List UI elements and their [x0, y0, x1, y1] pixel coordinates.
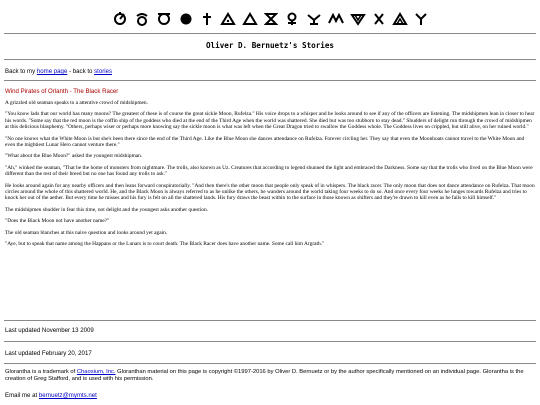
story-paragraph: "Does the Black Moon not have another name?" — [5, 218, 110, 225]
story-title: Wind Pirates of Orlanth - The Black Racer — [5, 88, 119, 95]
last-updated-page: Last updated February 20, 2017 — [5, 350, 92, 357]
email-link[interactable]: bernuetz@mymts.net — [38, 392, 97, 399]
breadcrumb — [5, 68, 112, 75]
story-paragraph: The midshipmen shudder in fear this time, not delight and the youngest asks another question. — [5, 206, 209, 213]
credits-text — [5, 369, 535, 383]
earth-rune-icon — [220, 12, 236, 26]
email-prefix: Email me at — [5, 392, 39, 399]
story-body — [5, 100, 535, 253]
storm-rune-icon — [328, 12, 344, 26]
water-rune-icon — [392, 12, 408, 26]
story-paragraph: "What about the Blue Moon?" asked the youngest midshipman. — [5, 153, 143, 160]
harmony-rune-icon — [156, 12, 172, 26]
spirit-rune-icon — [414, 12, 428, 26]
beast-rune-icon — [284, 12, 300, 26]
home-page-link[interactable]: home page — [36, 68, 68, 75]
credits-divider — [4, 363, 536, 364]
story-paragraph: A grizzled old seaman speaks to a attentive crowd of midshipmen. — [5, 100, 148, 106]
story-paragraph: "Ah," winked the seaman, "That be the home of monsters from nightmare. The trolls, also known as Uz. Creatures that according to legend shunned the light and embraced the Darkness. Some say that the trolls who lived on the Blue Moon were different than the rest of their breed but no one has found any trolls to ask." — [5, 164, 533, 178]
movement-rune-icon — [134, 12, 150, 26]
fertility-rune-icon — [306, 12, 322, 26]
update-divider — [4, 341, 536, 342]
chaosium-link[interactable]: Chaosium, Inc. — [76, 369, 116, 375]
story-paragraph: The old seaman blanches at this naive question and looks around yet again. — [5, 229, 168, 236]
nav-middle: - back to — [67, 68, 95, 75]
story-paragraph: "You know lads that our world has many moons? The greatest of these is of course the great sickle Moon, Rufelza." His voice drops to a whisper and he looks around to see if any of the officers are listening. The midshipmen lean in closer to hear his words. "Some say that the red moon is the coffin ship of the goddess who died at the end of the Third Age when the world was shattered. She died but was too stubborn to stay dead." Shudders of delight run through the crowd of midshipmen at this delicious blasphemy. "Others, perhaps wiser or perhaps more knowing say the sickle moon is what was left when the Great Dragon tried to swallow the Goddess whole. The Goddess lives on crippled, but still alive, on her ruined world." — [5, 111, 535, 131]
darkness-rune-icon — [178, 12, 194, 26]
air-rune-icon — [350, 12, 366, 26]
man-rune-icon — [264, 12, 278, 26]
fire-rune-icon — [242, 12, 258, 26]
credits-part1: Glorantha is a trademark of — [5, 369, 77, 375]
story-paragraph: "Aye, but to speak that name among the Happans or the Lunars is to court death. The Black Racer does have another name. Some call him Argrath." — [5, 241, 325, 248]
illusion-rune-icon — [372, 12, 386, 26]
nav-prefix: Back to my — [5, 68, 37, 75]
nav-divider — [4, 80, 536, 81]
top-divider — [4, 33, 536, 34]
death-rune-icon — [200, 12, 214, 26]
email-line — [5, 392, 97, 399]
title-divider — [4, 59, 536, 60]
story-paragraph: He looks around again for any nearby officers and then leans forward conspiratorially. "And then there's the other moon that people only speak of in whispers. The black racer. The only moon that does not dance attendance on Rufelza. That moon circles around the whole of this shattered world. He, and the Black Moon is always referred to as he unlike the others, he wanders around the world taking four weeks to do so. And once every four weeks he lunges towards Rufelza and tries to knock her out of the aether. But every time he misses and his fury is felt on all the shattered lands. His fury draws the beast within to the surface in those known as shifters and they're drawn to kill even as he fails to kill himself." — [5, 182, 535, 202]
credits-part2: Gloranthan material on this page is copyright ©1997-2016 by Oliver D. Bernuetz or by the author specifically mentioned on an individual page. Glorantha is the creation of Greg Stafford, and is used with his permission. — [5, 369, 524, 383]
story-end-divider — [4, 320, 536, 321]
rune-banner — [0, 8, 540, 30]
last-updated-story: Last updated November 13 2009 — [5, 327, 94, 334]
infinity-rune-icon — [112, 12, 128, 26]
stories-link[interactable]: stories — [94, 68, 113, 75]
site-title: Oliver D. Bernuetz's Stories — [205, 41, 334, 50]
story-paragraph: "No one knows what the White Moon is but she's been there since the end of the Third Age. Like the Blue Moon she dances attendance on Rufelza. Forever circling her. They say that even the Moonboats cannot travel to the White Moon and even the mightiest Lunar Hero cannot venture there." — [5, 135, 525, 148]
